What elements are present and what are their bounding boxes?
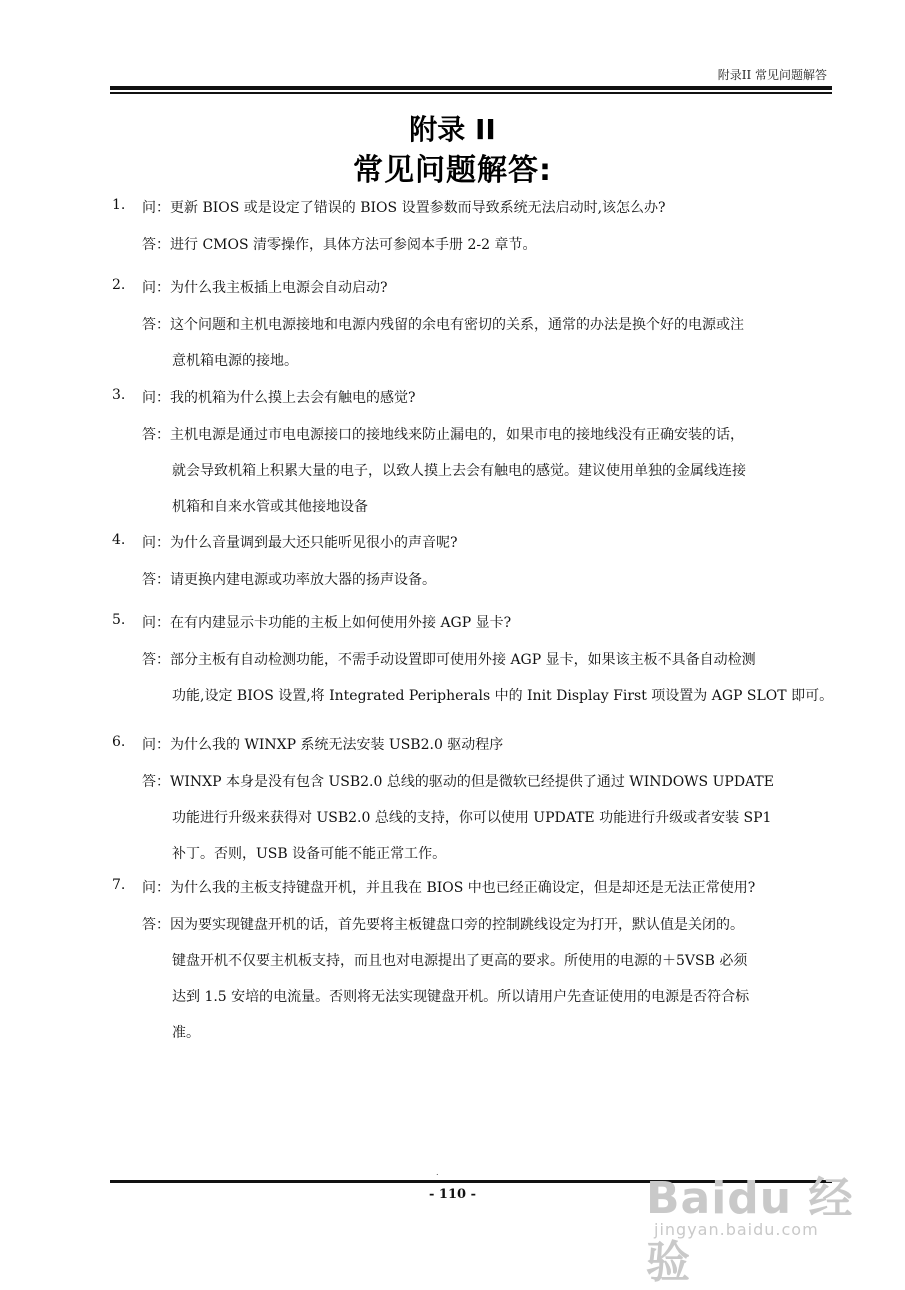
answer-text: 答：因为要实现键盘开机的话，首先要将主板键盘口旁的控制跳线设定为打开，默认值是关闭的。 bbox=[142, 917, 744, 933]
qa-number: 2. bbox=[112, 277, 126, 293]
page-title-line1: 附录 II bbox=[409, 113, 496, 146]
question-text: 问：在有内建显示卡功能的主板上如何使用外接 AGP 显卡? bbox=[142, 615, 512, 631]
answer-continuation: 机箱和自来水管或其他接地设备 bbox=[172, 499, 368, 515]
footer-dot: . bbox=[436, 1168, 439, 1177]
question-text: 问：为什么我主板插上电源会自动启动? bbox=[142, 280, 388, 296]
watermark-url: jingyan.baidu.com bbox=[654, 1220, 819, 1239]
answer-continuation: 达到 1.5 安培的电流量。否则将无法实现键盘开机。所以请用户先查证使用的电源是否符合标 bbox=[172, 989, 750, 1005]
answer-text: 答：部分主板有自动检测功能，不需手动设置即可使用外接 AGP 显卡，如果该主板不具备自动检测 bbox=[142, 652, 756, 668]
answer-text: 答：这个问题和主机电源接地和电源内残留的余电有密切的关系，通常的办法是换个好的电源或注 bbox=[142, 317, 744, 333]
answer-continuation: 意机箱电源的接地。 bbox=[172, 353, 298, 369]
question-text: 问：更新 BIOS 或是设定了错误的 BIOS 设置参数而导致系统无法启动时,该怎么办? bbox=[142, 200, 666, 216]
watermark-logo bbox=[640, 1140, 870, 1288]
running-header: 附录II 常见问题解答 bbox=[717, 68, 827, 82]
qa-number: 5. bbox=[112, 612, 126, 628]
qa-number: 4. bbox=[112, 532, 126, 548]
page-title-line2: 常见问题解答: bbox=[353, 153, 552, 188]
question-text: 问：为什么我的 WINXP 系统无法安装 USB2.0 驱动程序 bbox=[142, 737, 504, 753]
answer-text: 答：主机电源是通过市电电源接口的接地线来防止漏电的，如果市电的接地线没有正确安装的话， bbox=[142, 427, 744, 443]
answer-text: 答：进行 CMOS 清零操作，具体方法可参阅本手册 2-2 章节。 bbox=[142, 237, 537, 253]
header-rule-thin bbox=[110, 92, 832, 94]
question-text: 问：为什么音量调到最大还只能听见很小的声音呢? bbox=[142, 535, 458, 551]
qa-number: 7. bbox=[112, 877, 126, 893]
header-rule-thick bbox=[110, 86, 832, 90]
watermark-brand: Baidu 经验 bbox=[646, 1173, 854, 1288]
answer-text: 答：请更换内建电源或功率放大器的扬声设备。 bbox=[142, 572, 436, 588]
question-text: 问：我的机箱为什么摸上去会有触电的感觉? bbox=[142, 390, 416, 406]
answer-continuation: 功能进行升级来获得对 USB2.0 总线的支持，你可以使用 UPDATE 功能进行升级或者安装 SP1 bbox=[172, 810, 772, 826]
qa-number: 3. bbox=[112, 387, 126, 403]
qa-number: 6. bbox=[112, 734, 126, 750]
answer-continuation: 就会导致机箱上积累大量的电子，以致人摸上去会有触电的感觉。建议使用单独的金属线连接 bbox=[172, 463, 746, 479]
answer-continuation: 键盘开机不仅要主机板支持，而且也对电源提出了更高的要求。所使用的电源的＋5VSB 必须 bbox=[172, 953, 748, 969]
question-text: 问：为什么我的主板支持键盘开机，并且我在 BIOS 中也已经正确设定，但是却还是无法正常使用? bbox=[142, 880, 756, 896]
answer-continuation: 准。 bbox=[172, 1025, 200, 1041]
answer-text: 答：WINXP 本身是没有包含 USB2.0 总线的驱动的但是微软已经提供了通过 WINDOWS UPDATE bbox=[142, 774, 774, 790]
qa-number: 1. bbox=[112, 197, 126, 213]
answer-continuation: 功能,设定 BIOS 设置,将 Integrated Peripherals 中的 Init Display First 项设置为 AGP SLOT 即可。 bbox=[172, 688, 834, 704]
page-number: - 110 - bbox=[429, 1187, 476, 1202]
answer-continuation: 补丁。否则，USB 设备可能不能正常工作。 bbox=[172, 846, 447, 862]
